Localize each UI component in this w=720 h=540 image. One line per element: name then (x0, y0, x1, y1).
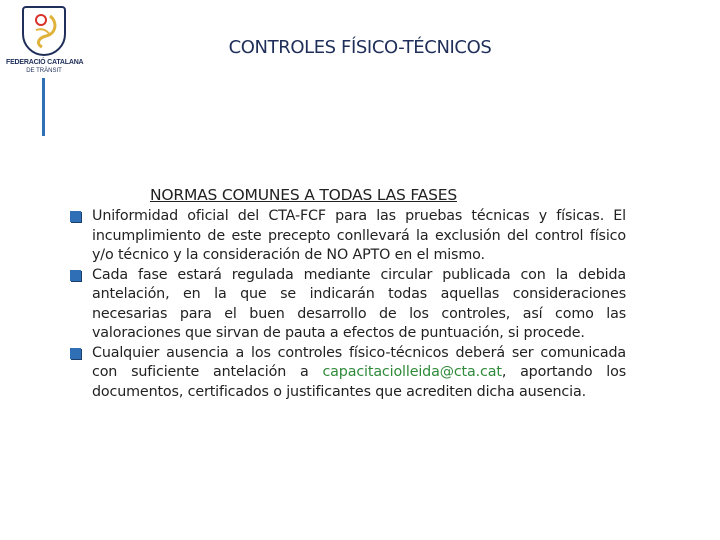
list-item (70, 344, 626, 403)
logo-subtitle: DE TRÀNSIT (26, 68, 62, 74)
logo-name: FEDERACIÓ CATALANA (6, 59, 84, 66)
bullet-text-before: Cualquier ausencia a los controles físico-técnicos deberá ser comunicada con suficiente antelación a (92, 344, 626, 380)
page-title: CONTROLES FÍSICO-TÉCNICOS (228, 37, 492, 58)
list-item (70, 266, 626, 344)
square-bullet-icon (70, 270, 81, 281)
federation-logo (6, 4, 82, 76)
bullet-text: Uniformidad oficial del CTA-FCF para las pruebas técnicas y físicas. El incumplimiento de este precepto conllevará la exclusión del control físico y/o técnico y la consideración de NO APTO en el mismo. (92, 208, 626, 263)
accent-bar (42, 78, 45, 136)
bullet-text-after: , aportando los documentos, certificados o justificantes que acrediten dicha ausencia. (92, 364, 626, 400)
whistle-figure-icon (28, 12, 62, 50)
section-heading: NORMAS COMUNES A TODAS LAS FASES (150, 186, 457, 204)
email-link[interactable]: capacitaciolleida@cta.cat (322, 364, 502, 380)
square-bullet-icon (70, 211, 81, 222)
list-item (70, 207, 626, 266)
federation-shield-logo (22, 6, 66, 56)
bullet-text: Cada fase estará regulada mediante circular publicada con la debida antelación, en la que se indicarán todas aquellas consideraciones necesarias para el buen desarrollo de los controles, así como las valoraciones que sirvan de pauta a efectos de puntuación, si procede. (92, 266, 626, 341)
square-bullet-icon (70, 348, 81, 359)
rules-list (70, 207, 626, 402)
